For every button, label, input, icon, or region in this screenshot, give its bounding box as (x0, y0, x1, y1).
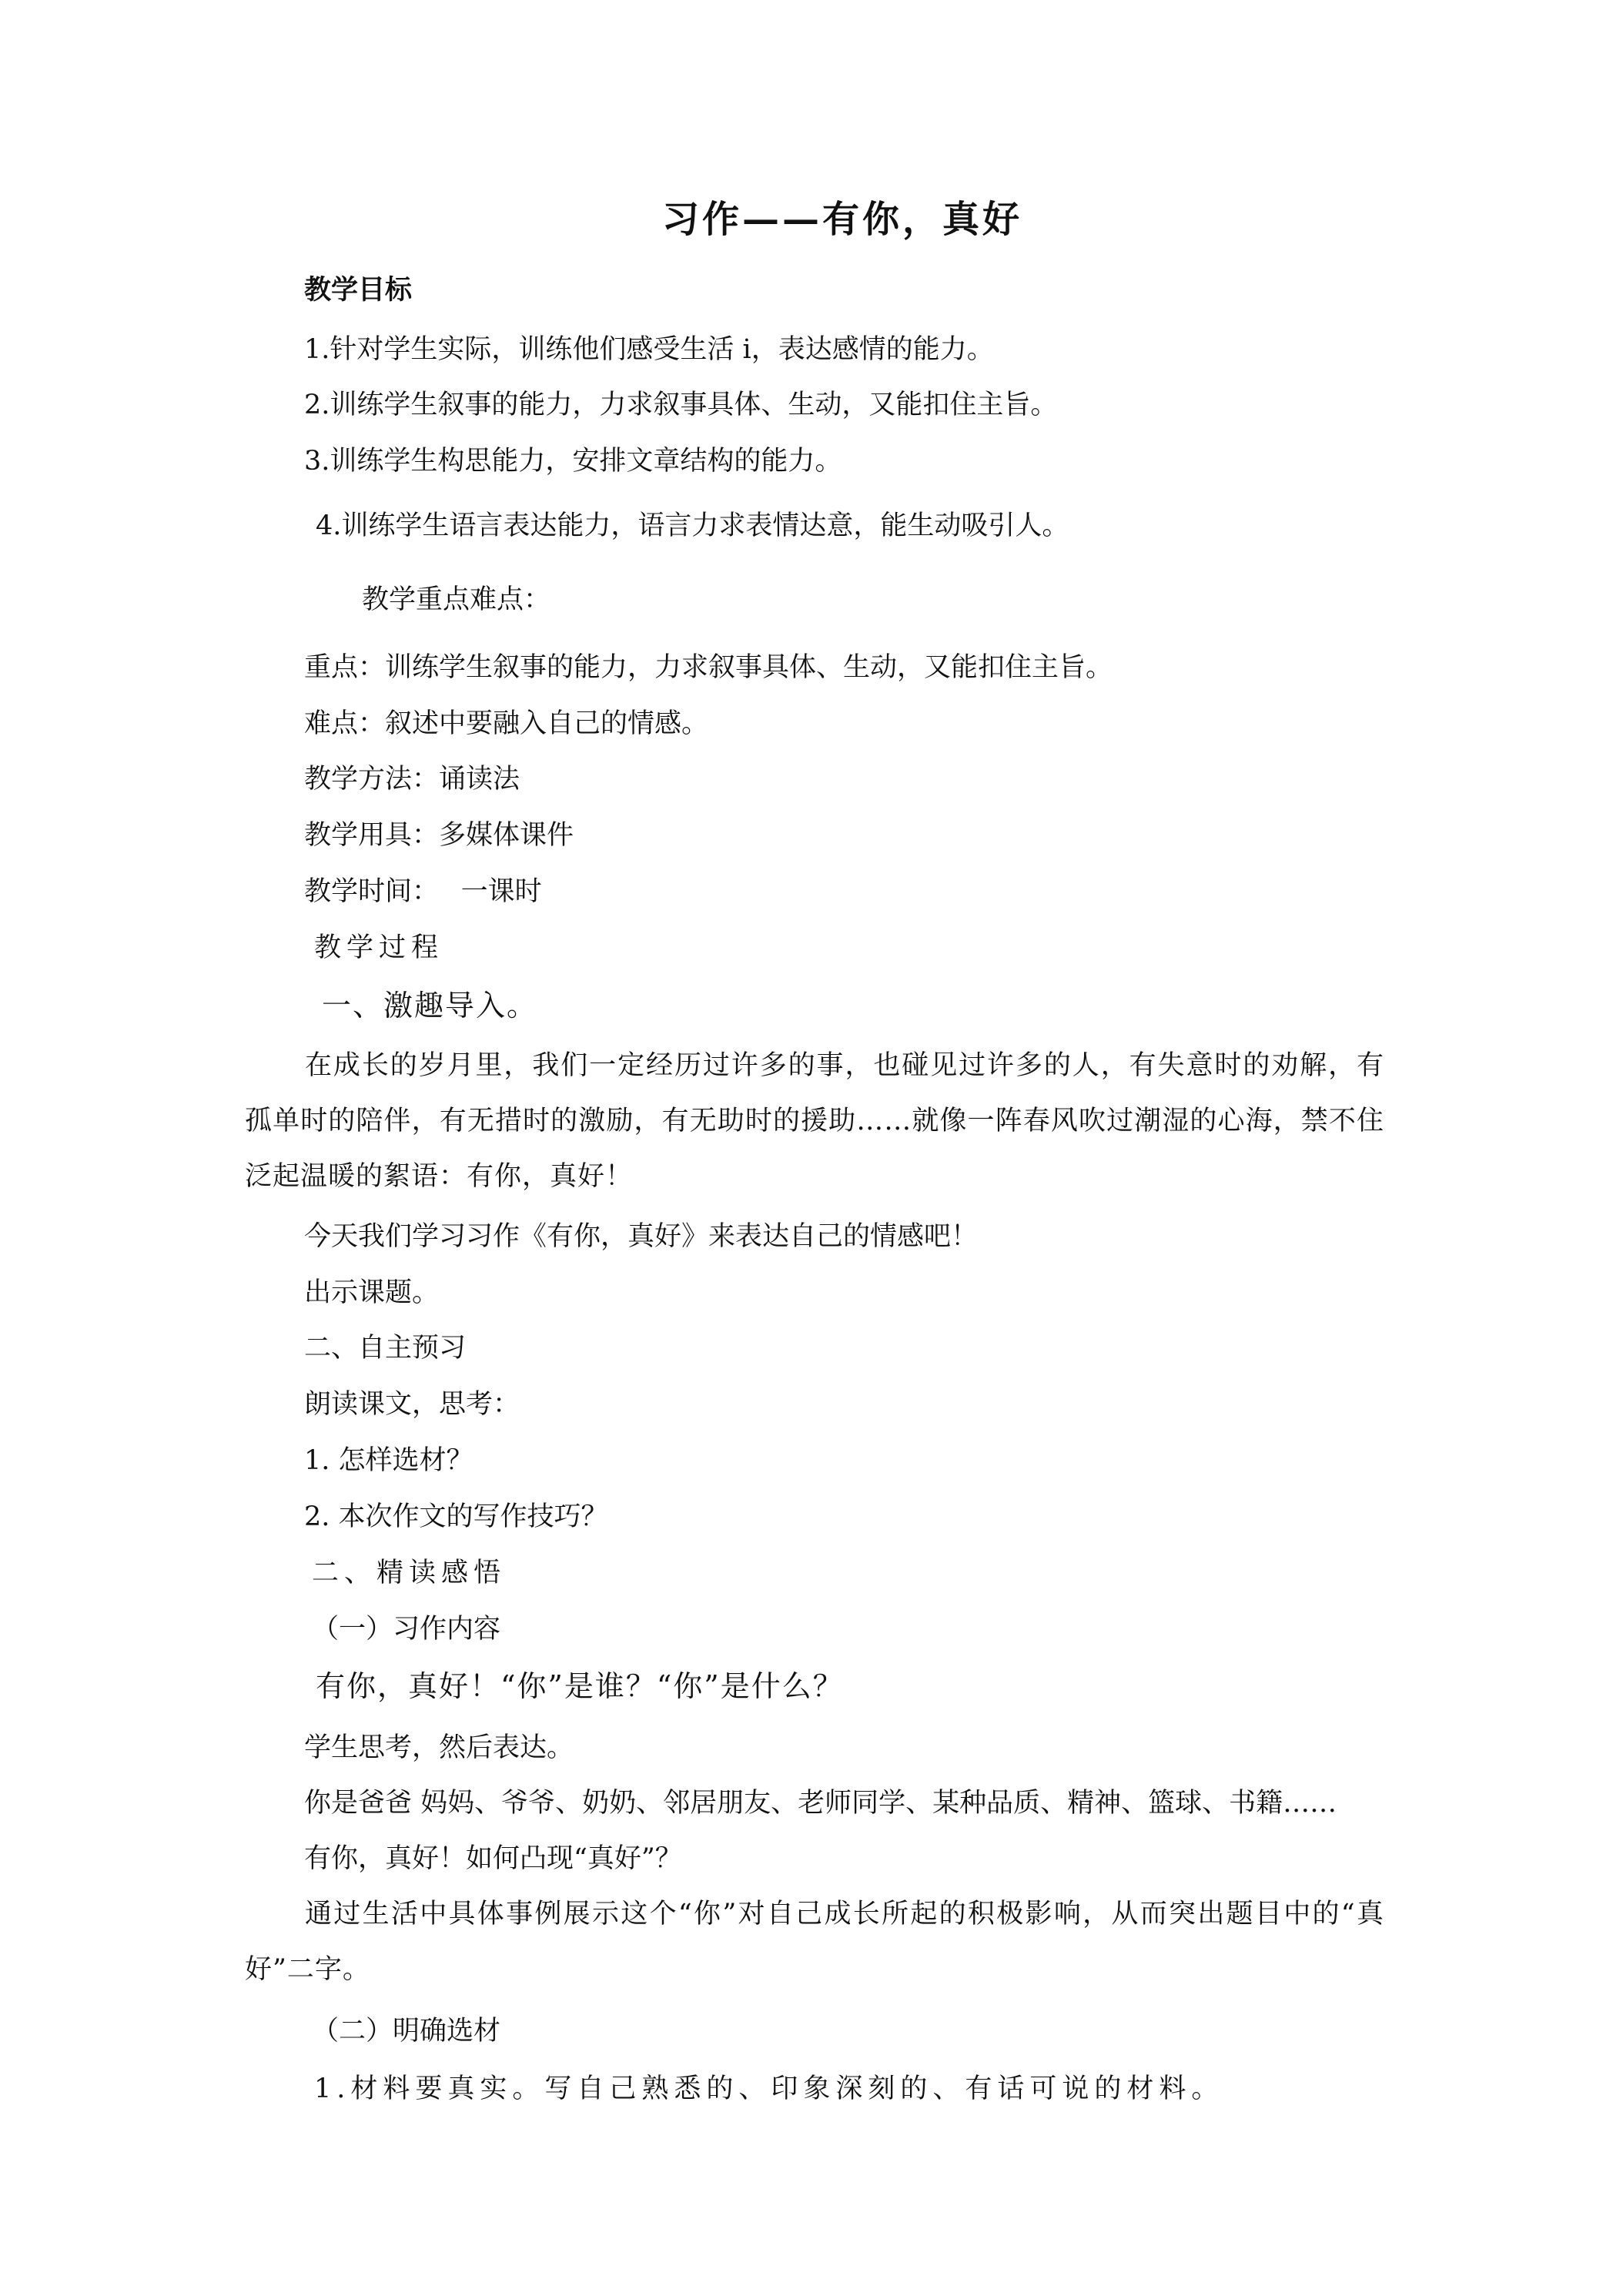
section-heading: 一、激趣导入。 (322, 989, 538, 1022)
section-heading: 二、精读感悟 (312, 1558, 507, 1588)
question-item: 1. 怎样选材？ (304, 1445, 474, 1476)
paragraph: 有你，真好！如何凸现“真好”？ (304, 1843, 682, 1874)
teaching-tools: 教学用具：多媒体课件 (304, 820, 574, 851)
page-title: 习作——有你，真好 (662, 198, 1023, 241)
objective-item: 1.针对学生实际，训练他们感受生活 i，表达感情的能力。 (304, 334, 994, 365)
objectives-heading: 教学目标 (304, 274, 413, 306)
paragraph: 今天我们学习习作《有你，真好》来表达自己的情感吧！ (304, 1221, 979, 1252)
paragraph: 在成长的岁月里，我们一定经历过许多的事，也碰见过许多的人，有失意时的劝解，有孤单时的陪伴，有无措时的激励，有无助时的援助……就像一阵春风吹过潮湿的心海，禁不住泛起温暖的絮语：有你，真好！ (245, 1050, 1384, 1192)
difficulty-point: 难点：叙述中要融入自己的情感。 (304, 708, 709, 739)
process-heading: 教学过程 (314, 932, 444, 963)
subsection-heading: （一）习作内容 (312, 1614, 501, 1645)
question-item: 2. 本次作文的写作技巧？ (304, 1501, 608, 1532)
key-point: 重点：训练学生叙事的能力，力求叙事具体、生动，又能扣住主旨。 (304, 652, 1113, 683)
reading-prompt: 朗读课文，思考： (304, 1389, 520, 1420)
paragraph: 通过生活中具体事例展示这个“你”对自己成长所起的积极影响，从而突出题目中的“真好”二字。 (245, 1899, 1384, 1985)
paragraph: 学生思考，然后表达。 (304, 1732, 574, 1763)
paragraph: 出示课题。 (304, 1277, 440, 1308)
key-difficulty-heading: 教学重点难点： (362, 584, 551, 615)
objective-item: 3.训练学生构思能力，安排文章结构的能力。 (304, 446, 842, 477)
objective-item: 2.训练学生叙事的能力，力求叙事具体、生动，又能扣住主旨。 (304, 390, 1058, 420)
subsection-heading: （二）明确选材 (312, 2016, 501, 2047)
highlighted-question: 有你，真好！“你”是谁？“你”是什么？ (316, 1669, 844, 1703)
teaching-time: 教学时间： 一课时 (304, 876, 542, 907)
paragraph: 你是爸爸 妈妈、爷爷、奶奶、邻居朋友、老师同学、某种品质、精神、篮球、书籍…… (304, 1788, 1337, 1819)
objective-item: 4.训练学生语言表达能力，语言力求表情达意，能生动吸引人。 (316, 510, 1069, 541)
section-heading: 二、自主预习 (304, 1333, 467, 1364)
paragraph: 1.材料要真实。写自己熟悉的、印象深刻的、有话可说的材料。 (314, 2073, 1224, 2104)
teaching-method: 教学方法：诵读法 (304, 764, 520, 795)
